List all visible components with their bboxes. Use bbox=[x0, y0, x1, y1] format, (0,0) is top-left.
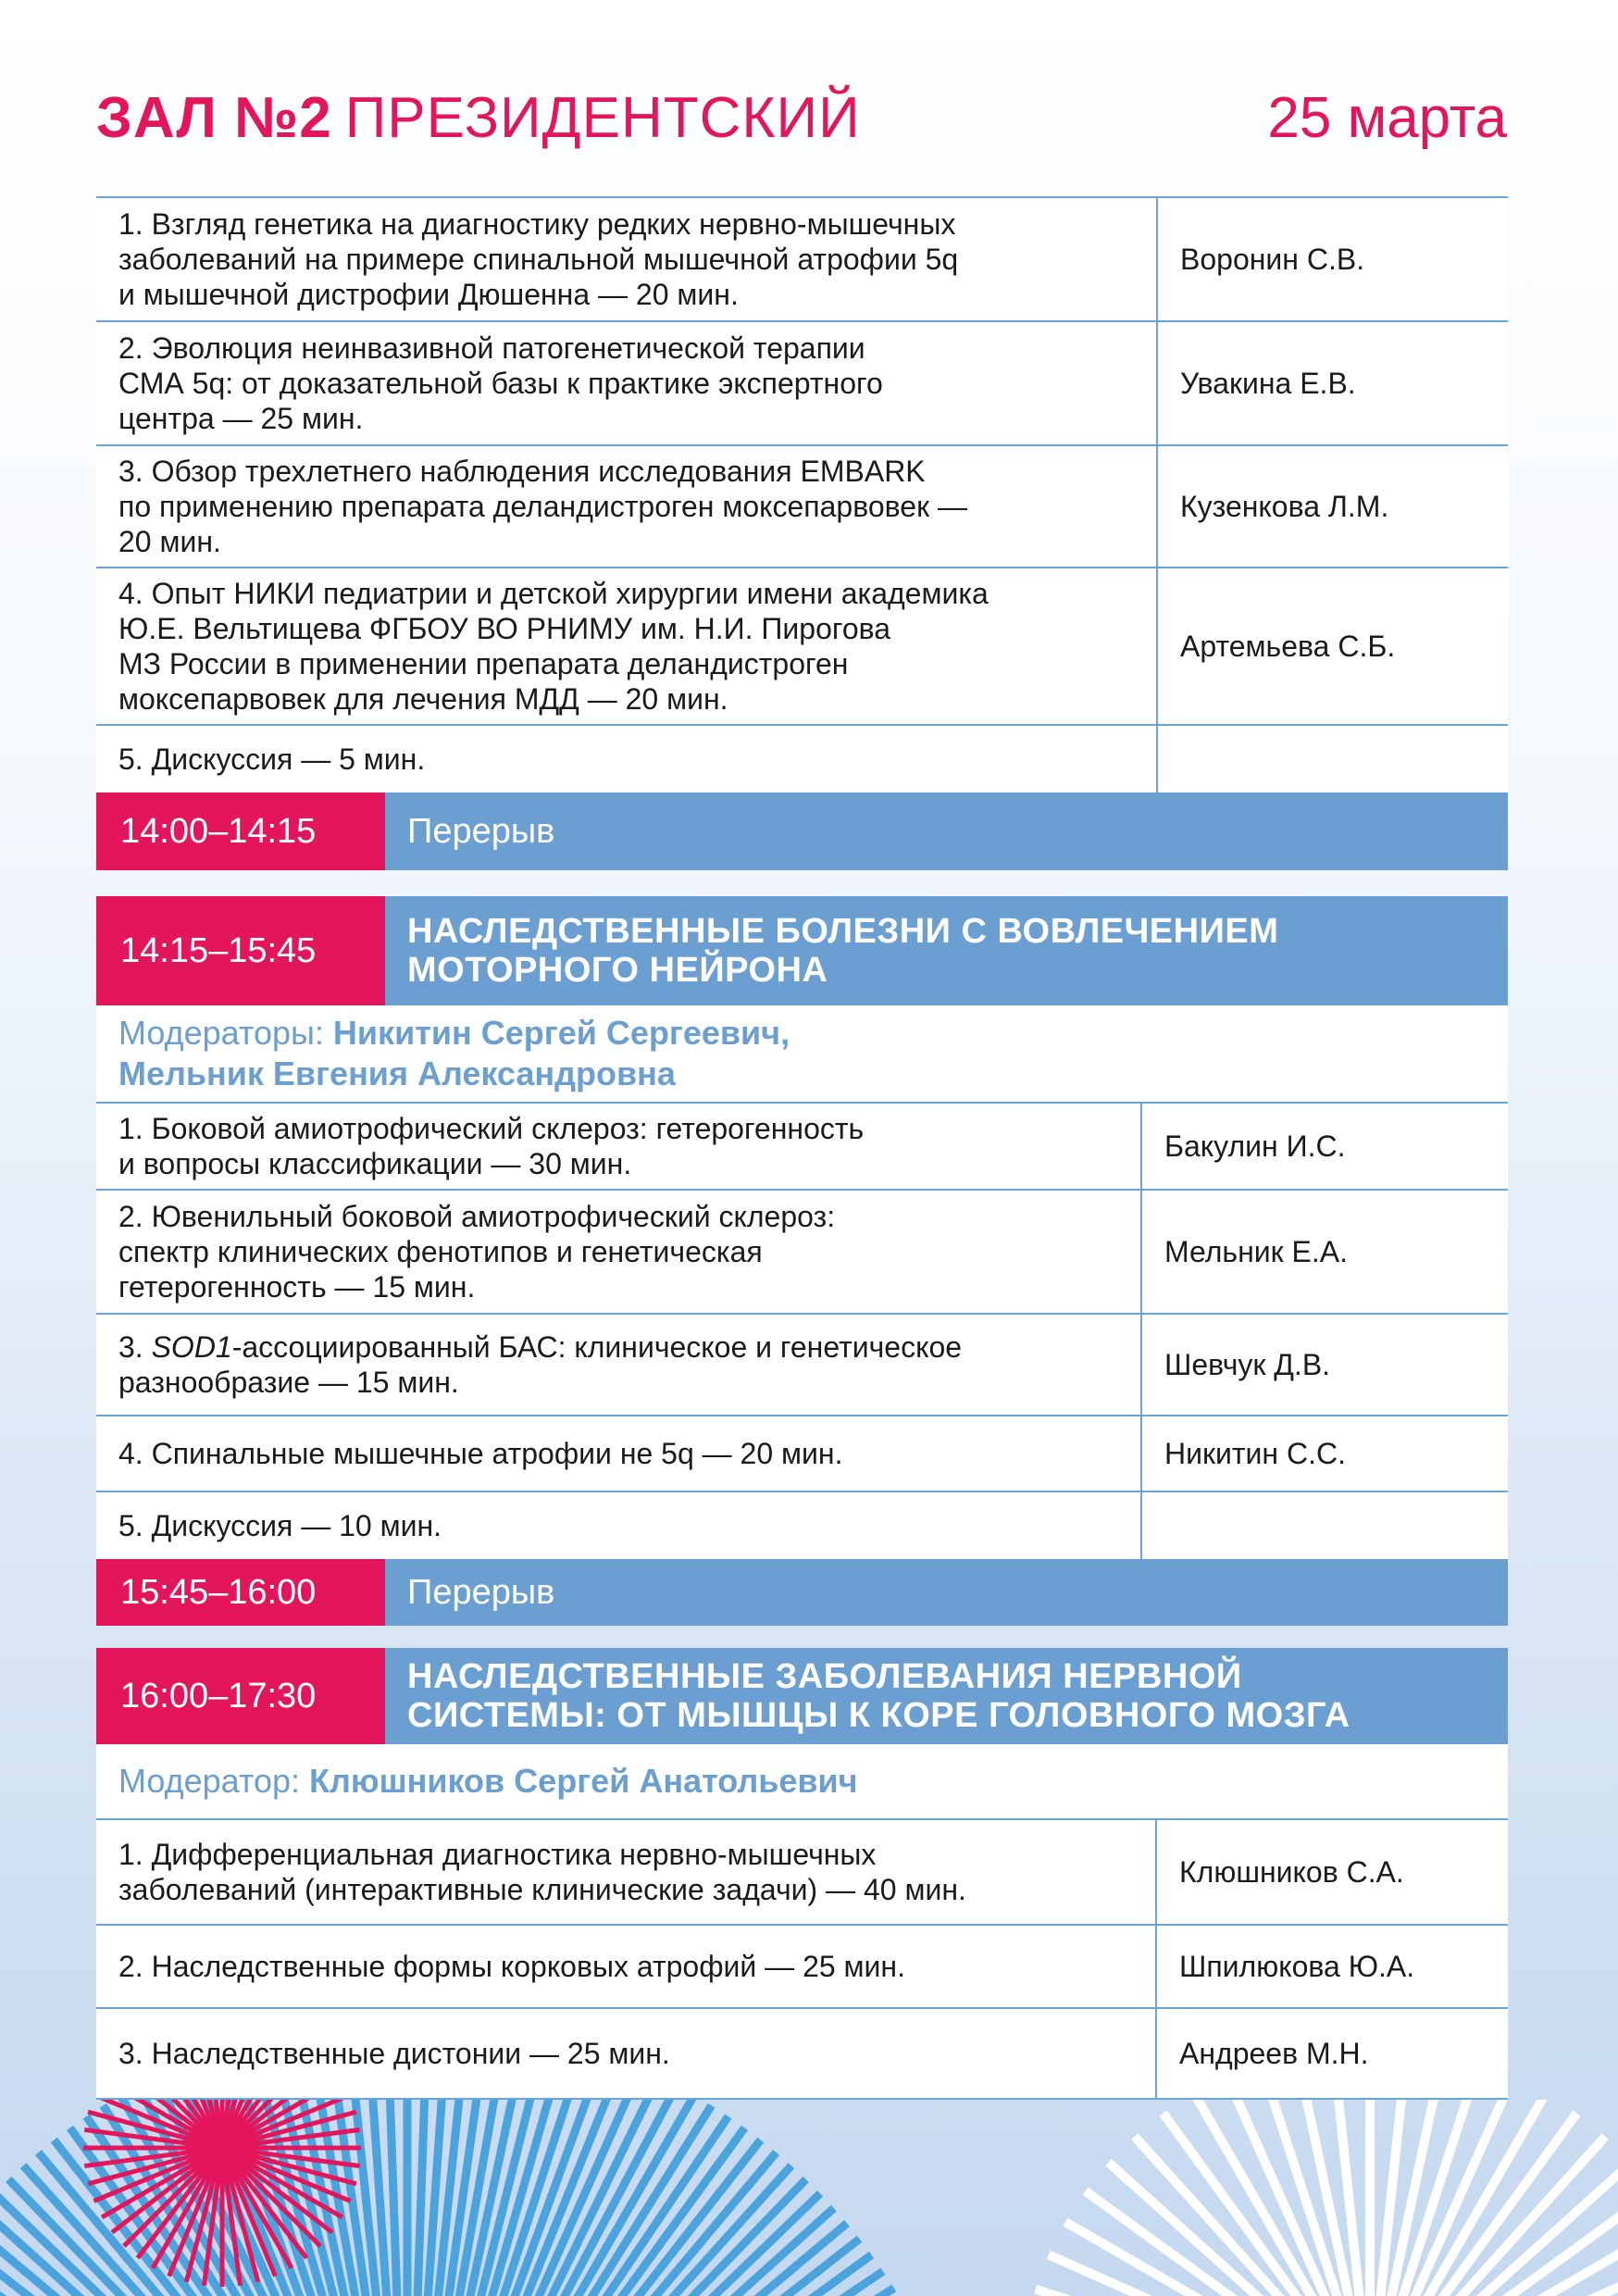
table-row bbox=[96, 198, 1508, 322]
session-header bbox=[96, 896, 1508, 1005]
moderators bbox=[96, 1005, 1508, 1104]
talk-title: 2. Ювенильный боковой амиотрофический склероз: спектр клинических фенотипов и генетическая гетерогенность — 15 мин. bbox=[118, 1200, 836, 1304]
decorative-fans bbox=[0, 2092, 1618, 2296]
program-date: 25 марта bbox=[1267, 86, 1507, 150]
break-time: 15:45–16:00 bbox=[96, 1559, 385, 1626]
session-time: 16:00–17:30 bbox=[96, 1648, 385, 1744]
talk-title: 3. Обзор трехлетнего наблюдения исследования EMBARK по применению препарата деландистроген моксепарвовек — 20 мин. bbox=[118, 455, 967, 558]
talk-speaker: Увакина Е.В. bbox=[1156, 322, 1508, 444]
moderator-label: Модератор: bbox=[118, 1762, 301, 1800]
white-fan bbox=[1018, 2092, 1618, 2296]
talk-title: 4. Спинальные мышечные атрофии не 5q — 20 мин. bbox=[118, 1437, 843, 1470]
session-time: 14:15–15:45 bbox=[96, 896, 385, 1005]
talk-title: 1. Взгляд генетика на диагностику редких нервно-мышечных заболеваний на примере спинальной мышечной атрофии 5q и мышечной дистрофии Дюшенна — 20 мин. bbox=[118, 207, 959, 311]
table-row bbox=[96, 2009, 1508, 2100]
table-row bbox=[96, 1104, 1508, 1191]
hall-name: ПРЕЗИДЕНТСКИЙ bbox=[344, 86, 861, 150]
talk-speaker bbox=[1140, 1492, 1508, 1559]
talk-speaker: Клюшников С.А. bbox=[1155, 1820, 1508, 1924]
talk-title: 5. Дискуссия — 10 мин. bbox=[118, 1509, 442, 1542]
table-row bbox=[96, 1926, 1508, 2009]
talk-title: 3. Наследственные дистонии — 25 мин. bbox=[118, 2037, 670, 2070]
talk-speaker: Бакулин И.С. bbox=[1140, 1104, 1508, 1189]
break-bar bbox=[96, 792, 1508, 870]
moderator-name: Мельник Евгения Александровна bbox=[118, 1054, 676, 1092]
table-row bbox=[96, 322, 1508, 446]
talk-speaker: Никитин С.С. bbox=[1140, 1416, 1508, 1491]
session-title: НАСЛЕДСТВЕННЫЕ БОЛЕЗНИ С ВОВЛЕЧЕНИЕМ МОТОРНОГО НЕЙРОНА bbox=[407, 912, 1279, 990]
session-title: НАСЛЕДСТВЕННЫЕ ЗАБОЛЕВАНИЯ НЕРВНОЙ СИСТЕМЫ: ОТ МЫШЦЫ К КОРЕ ГОЛОВНОГО МОЗГА bbox=[407, 1657, 1350, 1735]
talk-speaker: Шпилюкова Ю.А. bbox=[1155, 1926, 1508, 2007]
talk-title: 2. Эволюция неинвазивной патогенетической терапии СМА 5q: от доказательной базы к практике экспертного центра — 25 мин. bbox=[118, 331, 883, 435]
break-bar bbox=[96, 1559, 1508, 1626]
talk-speaker: Мельник Е.А. bbox=[1140, 1191, 1508, 1313]
table-row bbox=[96, 1492, 1508, 1559]
talk-speaker: Кузенкова Л.М. bbox=[1156, 446, 1508, 567]
talk-title: 3. SOD1-ассоциированный БАС: клиническое и генетическое разнообразие — 15 мин. bbox=[118, 1330, 963, 1399]
page-header bbox=[96, 81, 1507, 156]
table-row bbox=[96, 446, 1508, 568]
talk-speaker: Артемьева С.Б. bbox=[1156, 568, 1508, 724]
session-header bbox=[96, 1648, 1508, 1744]
talk-speaker: Воронин С.В. bbox=[1156, 198, 1508, 320]
talk-title: 1. Боковой амиотрофический склероз: гетерогенность и вопросы классификации — 30 мин. bbox=[118, 1112, 865, 1180]
talk-speaker: Шевчук Д.В. bbox=[1140, 1315, 1508, 1415]
table-row bbox=[96, 1820, 1508, 1926]
break-time: 14:00–14:15 bbox=[96, 792, 385, 870]
moderator-name: Никитин Сергей Сергеевич, bbox=[332, 1014, 790, 1052]
moderator-name: Клюшников Сергей Анатольевич bbox=[309, 1762, 858, 1800]
table-row bbox=[96, 1416, 1508, 1492]
table-row bbox=[96, 568, 1508, 726]
talk-speaker bbox=[1156, 726, 1508, 792]
talk-title: 2. Наследственные формы корковых атрофий — 25 мин. bbox=[118, 1950, 905, 1983]
talk-speaker: Андреев М.Н. bbox=[1155, 2009, 1508, 2098]
table-row bbox=[96, 1315, 1508, 1416]
break-label: Перерыв bbox=[407, 811, 555, 851]
talk-title: 4. Опыт НИКИ педиатрии и детской хирургии имени академика Ю.Е. Вельтищева ФГБОУ ВО РНИМУ им. Н.И. Пирогова МЗ России в применении препарата деландистроген моксепарвовек для лечения МДД — 20 мин. bbox=[118, 577, 989, 716]
talk-title: 5. Дискуссия — 5 мин. bbox=[118, 742, 426, 776]
moderator-label: Модераторы: bbox=[118, 1014, 324, 1052]
hall-title: ЗАЛ №2 ПРЕЗИДЕНТСКИЙ bbox=[96, 86, 861, 150]
moderators bbox=[96, 1744, 1508, 1820]
break-label: Перерыв bbox=[407, 1572, 555, 1612]
table-row bbox=[96, 726, 1508, 792]
table-row bbox=[96, 1191, 1508, 1315]
talk-title: 1. Дифференциальная диагностика нервно-мышечных заболеваний (интерактивные клинические задачи) — 40 мин. bbox=[118, 1838, 966, 1906]
